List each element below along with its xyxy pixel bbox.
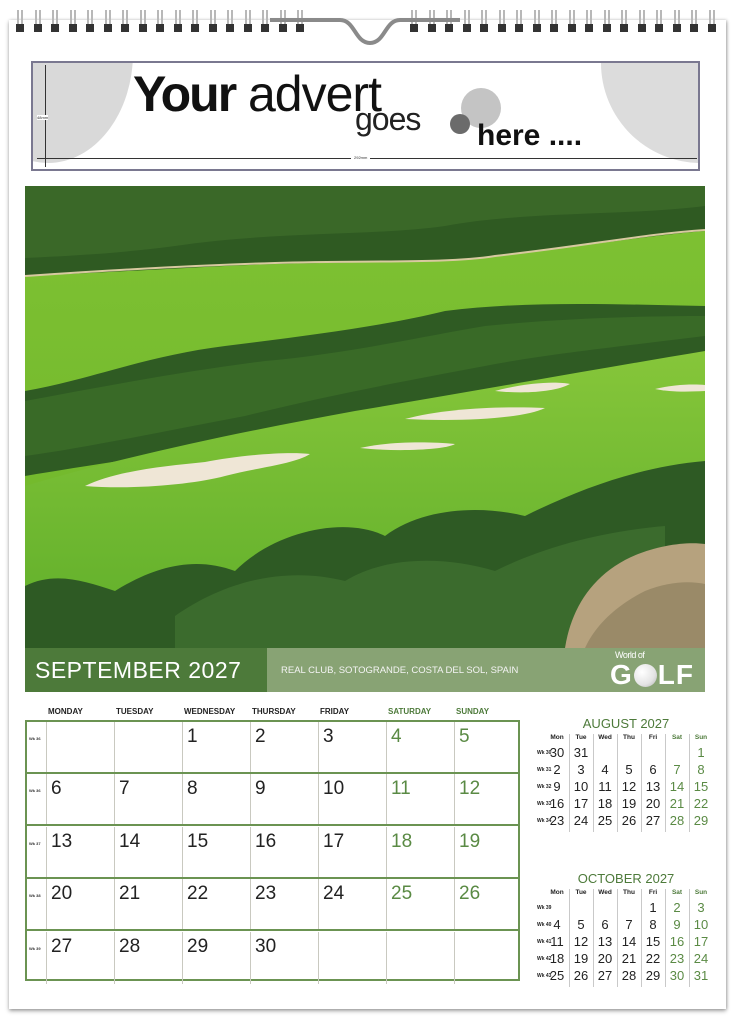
mini-day-number: 27	[597, 968, 613, 983]
advert-text-advert: advert	[248, 66, 381, 122]
day-cell[interactable]	[386, 932, 454, 984]
mini-week-number: Wk 30	[537, 750, 552, 756]
day-cell[interactable]	[182, 722, 250, 772]
day-number: 8	[187, 778, 198, 800]
day-number: 15	[187, 830, 209, 852]
mini-day-number: 26	[573, 968, 589, 983]
mini-week-number: Wk 33	[537, 801, 552, 807]
mini-weekday-header: Wed	[598, 734, 612, 741]
day-cell[interactable]	[114, 879, 182, 929]
decorative-circle	[601, 61, 700, 163]
binding-ring	[104, 10, 113, 36]
binding-ring	[69, 10, 78, 36]
mini-day-number: 2	[553, 762, 561, 777]
week-row	[27, 722, 518, 774]
mini-day-number: 25	[549, 968, 565, 983]
mini-week-number: Wk 40	[537, 922, 552, 928]
day-cell[interactable]	[318, 932, 386, 984]
mini-day-number: 16	[549, 796, 565, 811]
advert-text-your: Your	[133, 66, 236, 122]
mini-day-number: 4	[553, 917, 561, 932]
day-cell[interactable]	[454, 879, 518, 929]
day-number: 23	[255, 883, 277, 905]
day-number: 27	[51, 935, 73, 957]
mini-week-number: Wk 41	[537, 939, 552, 945]
mini-weekday-header: Mon	[550, 734, 564, 741]
day-number: 9	[255, 778, 266, 800]
week-number: Wk 37	[29, 840, 41, 846]
day-number: 24	[323, 883, 345, 905]
mini-calendar-next	[535, 871, 717, 991]
mini-day-number: 28	[669, 813, 685, 828]
decorative-dot	[450, 114, 470, 134]
location-caption	[267, 648, 705, 692]
day-number: 7	[119, 778, 130, 800]
day-number: 20	[51, 883, 73, 905]
day-cell[interactable]	[250, 932, 318, 984]
day-number: 21	[119, 883, 141, 905]
day-cell[interactable]	[386, 879, 454, 929]
day-cell[interactable]	[454, 722, 518, 772]
mini-week-number: Wk 43	[537, 973, 552, 979]
day-cell[interactable]	[182, 774, 250, 824]
mini-weekday-header: Mon	[550, 889, 564, 896]
day-cell[interactable]	[182, 879, 250, 929]
mini-day-number: 1	[649, 900, 657, 915]
mini-day-number: 28	[621, 968, 637, 983]
mini-day-number: 24	[573, 813, 589, 828]
day-cell[interactable]	[46, 774, 114, 824]
month-banner	[25, 648, 705, 692]
mini-day-number: 21	[621, 951, 637, 966]
binding-ring	[34, 10, 43, 36]
day-cell[interactable]	[46, 932, 114, 984]
day-cell[interactable]	[250, 827, 318, 877]
binding-ring	[244, 10, 253, 36]
day-cell[interactable]	[114, 774, 182, 824]
day-cell[interactable]	[182, 827, 250, 877]
mini-weekday-header: Sun	[694, 889, 708, 896]
day-cell[interactable]	[114, 722, 182, 772]
day-cell[interactable]	[386, 774, 454, 824]
binding-ring	[568, 10, 577, 36]
decorative-circle	[31, 61, 133, 163]
mini-weekday-header: Thu	[623, 734, 635, 741]
mini-weekday-header: Sun	[694, 734, 708, 741]
mini-weekday-header: Sat	[671, 889, 683, 896]
golf-course-photo	[25, 186, 705, 648]
day-number: 30	[255, 935, 277, 957]
day-cell[interactable]	[318, 879, 386, 929]
day-cell[interactable]	[46, 827, 114, 877]
week-row	[27, 879, 518, 931]
mini-day-number: 6	[601, 917, 609, 932]
golf-ball-icon	[634, 664, 657, 687]
binding-ring	[708, 10, 717, 36]
binding-ring	[690, 10, 699, 36]
day-cell[interactable]	[454, 932, 518, 984]
day-cell[interactable]	[250, 774, 318, 824]
binding-ring	[209, 10, 218, 36]
hanger-hook	[270, 8, 410, 48]
binding-ring	[86, 10, 95, 36]
mini-weekday-header: Wed	[598, 889, 612, 896]
day-number: 11	[391, 778, 411, 800]
binding-ring	[533, 10, 542, 36]
mini-day-number: 1	[697, 745, 705, 760]
day-cell[interactable]	[386, 722, 454, 772]
day-cell[interactable]	[454, 774, 518, 824]
mini-weekday-header: Fri	[648, 734, 658, 741]
mini-week-number: Wk 31	[537, 767, 552, 773]
month-grid	[25, 720, 520, 981]
day-number: 29	[187, 935, 209, 957]
week-number: Wk 36	[29, 736, 41, 741]
day-number: 22	[187, 883, 209, 905]
day-number: 2	[255, 726, 266, 747]
mini-day-number: 17	[693, 934, 709, 949]
mini-day-number: 23	[669, 951, 685, 966]
dimension-width-label: 292mm	[351, 155, 370, 160]
mini-day-number: 31	[573, 745, 589, 760]
week-row	[27, 774, 518, 826]
weekday-header: SATURDAY	[388, 707, 432, 716]
weekday-header: FRIDAY	[320, 707, 350, 716]
mini-day-number: 5	[577, 917, 585, 932]
day-cell[interactable]	[182, 932, 250, 984]
mini-day-number: 10	[693, 917, 709, 932]
day-number: 3	[323, 726, 334, 747]
mini-day-number: 20	[645, 796, 661, 811]
day-number: 25	[391, 883, 413, 905]
mini-weekday-header: Thu	[623, 889, 635, 896]
binding-ring	[515, 10, 524, 36]
binding-ring	[585, 10, 594, 36]
binding-ring	[51, 10, 60, 36]
dimension-height-label: 48mm	[37, 115, 49, 120]
mini-day-number: 7	[625, 917, 633, 932]
mini-day-number: 7	[673, 762, 681, 777]
mini-day-number: 6	[649, 762, 657, 777]
mini-weekday-header: Sat	[671, 734, 683, 741]
day-number: 4	[391, 726, 402, 747]
mini-day-number: 9	[553, 779, 561, 794]
day-cell[interactable]	[250, 879, 318, 929]
wire-binding	[0, 0, 735, 50]
week-number: Wk 38	[29, 893, 41, 899]
day-cell[interactable]	[318, 827, 386, 877]
binding-ring	[655, 10, 664, 36]
mini-day-number: 19	[573, 951, 589, 966]
location-text: REAL CLUB, SOTOGRANDE, COSTA DEL SOL, SPAIN	[281, 665, 519, 676]
day-number: 16	[255, 830, 277, 852]
advert-placeholder	[31, 61, 700, 171]
mini-day-number: 17	[573, 796, 589, 811]
binding-ring	[174, 10, 183, 36]
day-number: 18	[391, 830, 413, 852]
mini-day-number: 4	[601, 762, 609, 777]
binding-ring	[156, 10, 165, 36]
day-number: 17	[323, 830, 345, 852]
weekday-headers	[46, 707, 520, 719]
mini-week-number: Wk 39	[537, 905, 552, 911]
binding-ring	[480, 10, 489, 36]
logo-subtitle: World of	[615, 650, 645, 660]
mini-month-title: OCTOBER 2027	[577, 871, 675, 886]
mini-day-number: 30	[549, 745, 565, 760]
week-number: Wk 39	[29, 945, 41, 951]
mini-day-number: 15	[693, 779, 709, 794]
logo-letters-lf: LF	[657, 659, 694, 690]
mini-day-number: 3	[577, 762, 585, 777]
day-cell[interactable]	[114, 827, 182, 877]
mini-day-number: 24	[693, 951, 709, 966]
mini-day-number: 20	[597, 951, 613, 966]
month-title: SEPTEMBER 2027	[25, 648, 267, 692]
mini-weekday-header: Tue	[575, 734, 587, 741]
day-cell[interactable]	[46, 879, 114, 929]
day-number: 19	[459, 830, 481, 852]
binding-ring	[261, 10, 270, 36]
mini-day-number: 5	[625, 762, 633, 777]
day-cell[interactable]	[318, 722, 386, 772]
mini-day-number: 29	[645, 968, 661, 983]
mini-day-number: 8	[649, 917, 657, 932]
mini-day-number: 29	[693, 813, 709, 828]
mini-day-number: 23	[549, 813, 565, 828]
mini-day-number: 9	[673, 917, 681, 932]
binding-ring	[121, 10, 130, 36]
mini-day-number: 21	[669, 796, 685, 811]
mini-day-number: 13	[645, 779, 661, 794]
mini-day-number: 27	[645, 813, 661, 828]
day-number: 1	[187, 726, 198, 747]
mini-day-number: 18	[597, 796, 613, 811]
weekday-header: SUNDAY	[456, 707, 490, 716]
binding-ring	[139, 10, 148, 36]
mini-calendar-previous	[535, 716, 717, 836]
mini-day-number: 31	[693, 968, 709, 983]
mini-day-number: 15	[645, 934, 661, 949]
day-cell[interactable]	[386, 827, 454, 877]
world-of-golf-logo	[610, 660, 694, 690]
weekday-header: MONDAY	[48, 707, 83, 716]
logo-letter-g: G	[610, 659, 633, 690]
day-number: 5	[459, 726, 470, 747]
day-number: 28	[119, 935, 141, 957]
weekday-header: TUESDAY	[116, 707, 154, 716]
mini-day-number: 11	[550, 934, 564, 949]
mini-day-number: 2	[673, 900, 681, 915]
mini-day-number: 30	[669, 968, 685, 983]
binding-ring	[16, 10, 25, 36]
mini-month-title: AUGUST 2027	[582, 716, 670, 731]
mini-day-number: 3	[697, 900, 705, 915]
mini-day-number: 14	[621, 934, 637, 949]
day-number: 12	[459, 778, 481, 800]
weekday-header: THURSDAY	[252, 707, 296, 716]
day-number: 13	[51, 830, 73, 852]
binding-ring	[673, 10, 682, 36]
day-number: 10	[323, 778, 345, 800]
day-cell[interactable]	[318, 774, 386, 824]
mini-day-number: 12	[573, 934, 589, 949]
week-number: Wk 36	[29, 788, 41, 794]
mini-day-number: 8	[697, 762, 705, 777]
advert-text-here: here ....	[477, 119, 583, 152]
binding-ring	[498, 10, 507, 36]
mini-day-number: 10	[573, 779, 589, 794]
day-number: 26	[459, 883, 481, 905]
mini-day-number: 19	[621, 796, 637, 811]
advert-text-goes: goes	[355, 101, 421, 137]
binding-ring	[638, 10, 647, 36]
mini-day-number: 16	[669, 934, 685, 949]
mini-day-number: 22	[645, 951, 661, 966]
mini-day-number: 22	[693, 796, 709, 811]
mini-weekday-header: Tue	[575, 889, 587, 896]
mini-week-number: Wk 42	[537, 956, 552, 962]
mini-day-number: 18	[549, 951, 565, 966]
binding-ring	[603, 10, 612, 36]
day-cell[interactable]	[46, 722, 114, 772]
mini-day-number: 26	[621, 813, 637, 828]
week-row	[27, 932, 518, 984]
binding-ring	[226, 10, 235, 36]
binding-ring	[620, 10, 629, 36]
mini-day-number: 12	[621, 779, 637, 794]
mini-week-number: Wk 34	[537, 818, 552, 824]
day-cell[interactable]	[114, 932, 182, 984]
binding-ring	[550, 10, 559, 36]
day-cell[interactable]	[250, 722, 318, 772]
binding-ring	[191, 10, 200, 36]
mini-day-number: 25	[597, 813, 613, 828]
day-number: 6	[51, 778, 62, 800]
mini-day-number: 11	[598, 779, 612, 794]
mini-week-number: Wk 32	[537, 784, 552, 790]
day-number: 14	[119, 830, 141, 852]
mini-day-number: 13	[597, 934, 613, 949]
weekday-header: WEDNESDAY	[184, 707, 236, 716]
day-cell[interactable]	[454, 827, 518, 877]
week-row	[27, 827, 518, 879]
mini-weekday-header: Fri	[648, 889, 658, 896]
mini-day-number: 14	[669, 779, 685, 794]
